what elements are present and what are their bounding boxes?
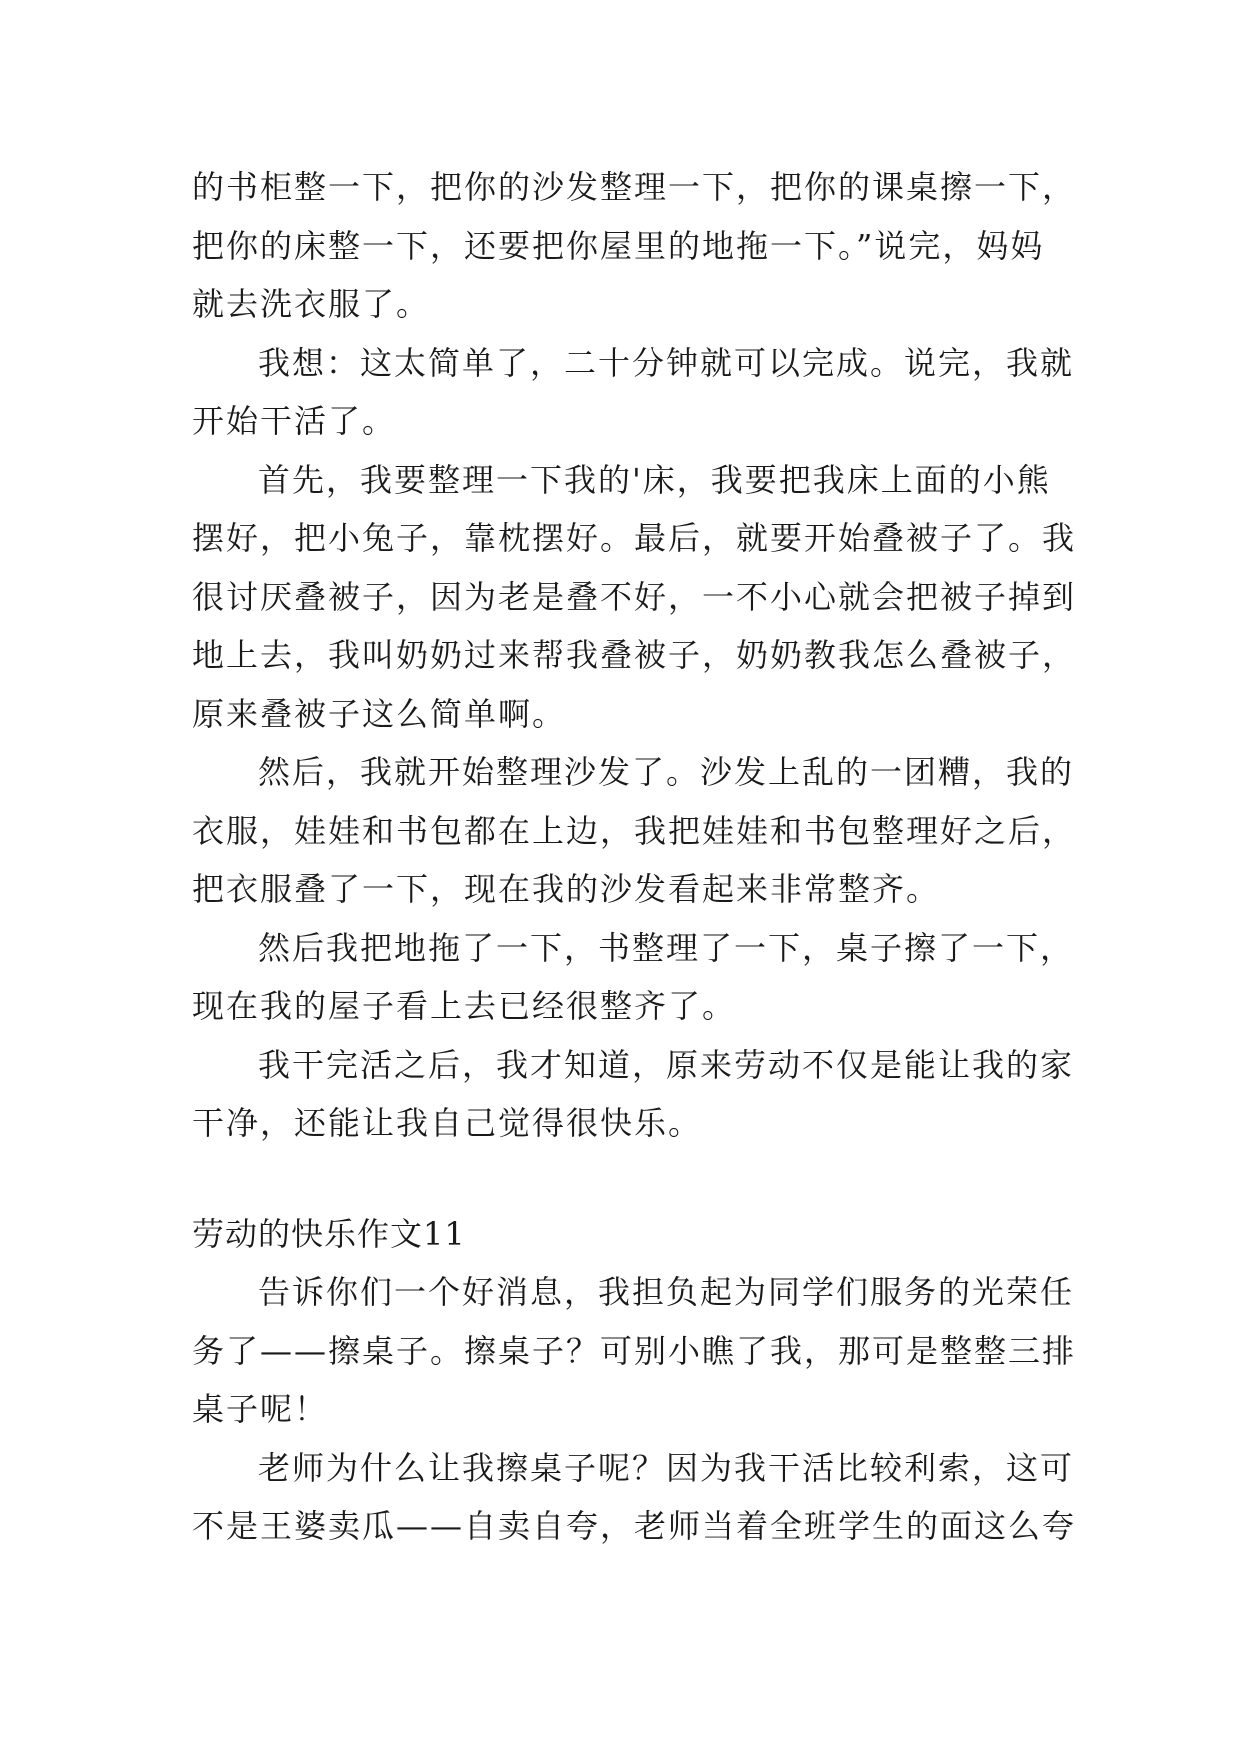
text-line: 不是王婆卖瓜——自卖自夸，老师当着全班学生的面这么夸 bbox=[192, 1507, 1077, 1545]
text-line: 就去洗衣服了。 bbox=[192, 285, 431, 323]
paragraph-start: 然后，我就开始整理沙发了。沙发上乱的一团糟，我的 bbox=[258, 753, 1075, 791]
paragraph-start: 然后我把地拖了一下，书整理了一下，桌子擦了一下， bbox=[258, 928, 1075, 967]
text-line: 衣服，娃娃和书包都在上边，我把娃娃和书包整理好之后， bbox=[192, 811, 1077, 850]
text-line: 干净，还能让我自己觉得很快乐。 bbox=[192, 1104, 703, 1142]
paragraph-start: 我想：这太简单了，二十分钟就可以完成。说完，我就 bbox=[258, 343, 1075, 382]
text-line: 很讨厌叠被子，因为老是叠不好，一不小心就会把被子掉到 bbox=[192, 577, 1077, 616]
article-heading: 劳动的快乐作文11 bbox=[192, 1214, 466, 1253]
text-line: 原来叠被子这么简单啊。 bbox=[192, 694, 567, 733]
paragraph-start: 我干完活之后，我才知道，原来劳动不仅是能让我的家 bbox=[258, 1045, 1075, 1084]
text-line: 桌子呢！ bbox=[192, 1390, 329, 1428]
paragraph-start: 老师为什么让我擦桌子呢？因为我干活比较利索，这可 bbox=[258, 1448, 1075, 1487]
text-line: 开始干活了。 bbox=[192, 402, 397, 440]
text-line: 现在我的屋子看上去已经很整齐了。 bbox=[192, 987, 737, 1025]
text-line: 把衣服叠了一下，现在我的沙发看起来非常整齐。 bbox=[192, 870, 941, 908]
text-line: 务了——擦桌子。擦桌子？可别小瞧了我，那可是整整三排 bbox=[192, 1331, 1077, 1370]
text-line: 地上去，我叫奶奶过来帮我叠被子，奶奶教我怎么叠被子， bbox=[192, 636, 1077, 674]
text-line: 摆好，把小兔子，靠枕摆好。最后，就要开始叠被子了。我 bbox=[192, 519, 1077, 557]
paragraph-start: 首先，我要整理一下我的'床，我要把我床上面的小熊 bbox=[258, 460, 1051, 499]
section-gap bbox=[192, 1153, 1072, 1205]
text-line: 把你的床整一下，还要把你屋里的地拖一下。”说完，妈妈 bbox=[192, 226, 1045, 265]
paragraph-start: 告诉你们一个好消息，我担负起为同学们服务的光荣任 bbox=[258, 1273, 1075, 1311]
text-line: 的书柜整一下，把你的沙发整理一下，把你的课桌擦一下， bbox=[192, 168, 1077, 206]
article-body bbox=[192, 158, 1077, 1556]
